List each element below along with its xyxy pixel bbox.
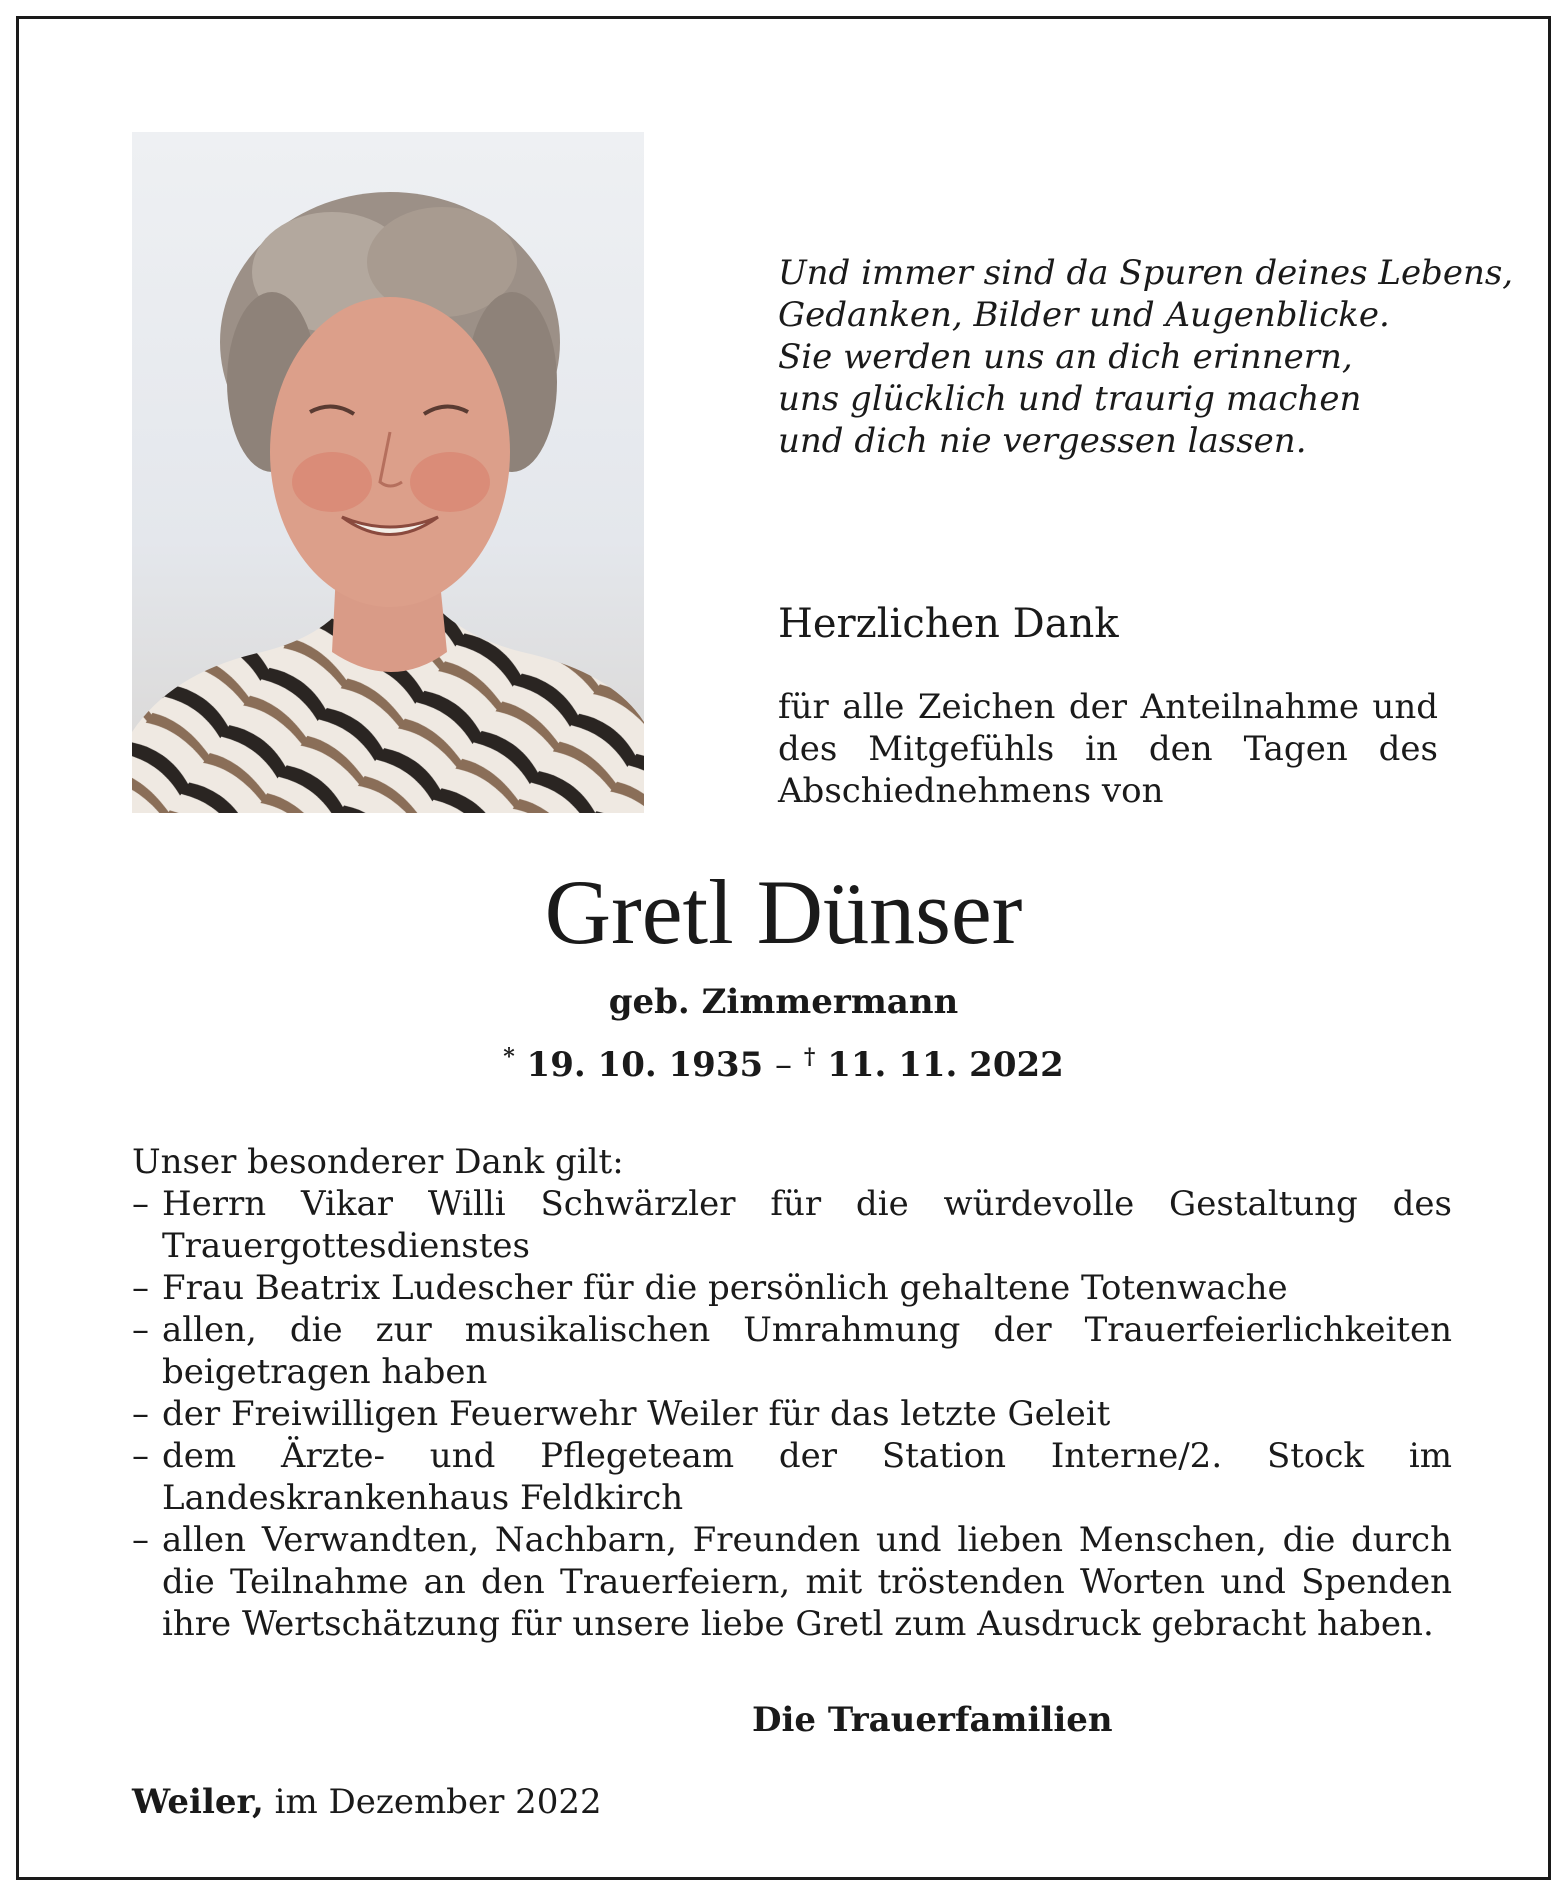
- list-item: [132, 1435, 1452, 1519]
- acknowledgements-intro: Unser besonderer Dank gilt:: [132, 1142, 624, 1182]
- list-item: [132, 1183, 1452, 1267]
- list-item: [132, 1519, 1452, 1645]
- life-dates: [19, 1044, 1548, 1086]
- acknowledgements-list: [132, 1183, 1452, 1645]
- death-symbol: †: [803, 1044, 816, 1070]
- birth-symbol: *: [503, 1044, 515, 1070]
- list-item-text: allen Verwandten, Nachbarn, Freunden und lieben Menschen, die durch die Teilnahme an den Trauerfeiern, mit tröstenden Worten und Spenden ihre Wertschätzung für unsere liebe Gretl zum Ausdruck gebracht haben.: [162, 1520, 1452, 1644]
- poem-line: Sie werden uns an dich erinnern,: [778, 337, 1353, 377]
- maiden-name: geb. Zimmermann: [608, 982, 959, 1022]
- portrait-photo: [132, 132, 644, 813]
- death-date: 11. 11. 2022: [827, 1045, 1064, 1085]
- signature: Die Trauerfamilien: [752, 1700, 1113, 1740]
- birth-date: 19. 10. 1935: [526, 1045, 764, 1085]
- list-item-text: dem Ärzte- und Pflegeteam der Station Interne/2. Stock im Landeskrankenhaus Feldkirch: [162, 1436, 1452, 1518]
- place-town: Weiler,: [132, 1782, 264, 1822]
- list-item-text: Frau Beatrix Ludescher für die persönlich gehaltene Totenwache: [162, 1268, 1288, 1308]
- poem-line: und dich nie vergessen lassen.: [778, 421, 1307, 461]
- thanks-text: für alle Zeichen der Anteilnahme und des Mitgefühls in den Tagen des Abschiednehmens von: [778, 687, 1438, 811]
- poem-line: uns glücklich und traurig machen: [778, 379, 1362, 419]
- bullet-dash: –: [132, 1184, 149, 1224]
- list-item-text: der Freiwilligen Feuerwehr Weiler für das letzte Geleit: [162, 1394, 1111, 1434]
- bullet-dash: –: [132, 1394, 149, 1434]
- obituary-frame: [16, 16, 1551, 1880]
- bullet-dash: –: [132, 1268, 149, 1308]
- poem-line: Gedanken, Bilder und Augenblicke.: [778, 295, 1390, 335]
- poem-line: Und immer sind da Spuren deines Lebens,: [778, 253, 1514, 293]
- bullet-dash: –: [132, 1310, 149, 1350]
- list-item-text: allen, die zur musikalischen Umrahmung der Trauerfeierlichkeiten beigetragen haben: [162, 1310, 1452, 1392]
- place-date: im Dezember 2022: [274, 1782, 602, 1822]
- memorial-poem: [778, 252, 1514, 462]
- bullet-dash: –: [132, 1436, 149, 1476]
- bullet-dash: –: [132, 1520, 149, 1560]
- list-item: [132, 1267, 1452, 1309]
- date-separator: –: [775, 1045, 792, 1085]
- deceased-name: Gretl Dünser: [544, 861, 1023, 963]
- list-item: [132, 1309, 1452, 1393]
- list-item: [132, 1393, 1452, 1435]
- list-item-text: Herrn Vikar Willi Schwärzler für die würdevolle Gestaltung des Trauergottesdienstes: [162, 1184, 1452, 1266]
- portrait-illustration: [132, 132, 644, 813]
- thanks-heading: Herzlichen Dank: [778, 601, 1119, 647]
- place-and-date: [132, 1781, 602, 1823]
